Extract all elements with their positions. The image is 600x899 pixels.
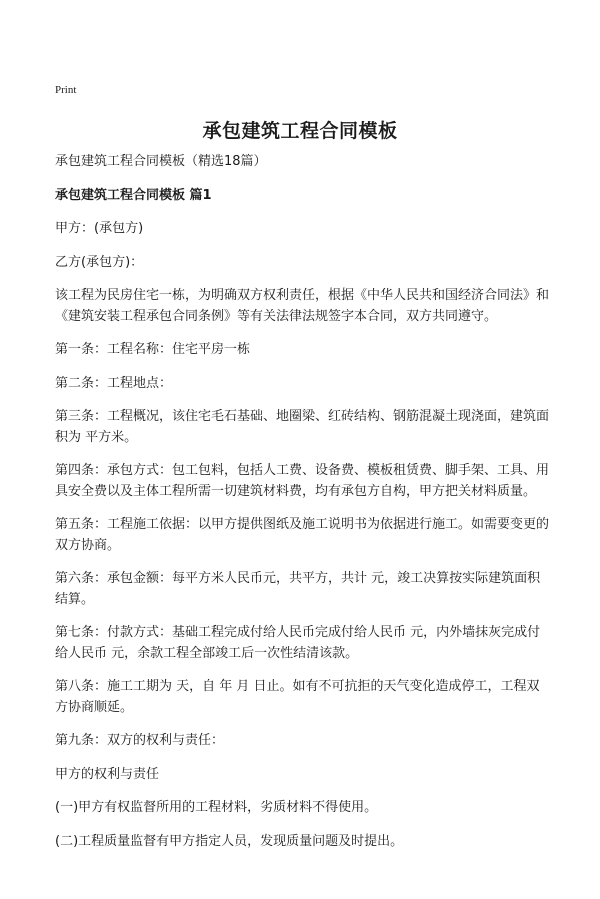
- document-body: [55, 152, 552, 865]
- party-b-line: 乙方(承包方)：: [55, 254, 144, 270]
- article-6: 第六条：承包金额：每平方米人民币元，共平方，共计 元，竣工决算按实际建筑面积结算。: [55, 571, 541, 607]
- intro-paragraph: 该工程为民房住宅一栋，为明确双方权利责任，根据《中华人民共和国经济合同法》和《建筑安装工程承包合同条例》等有关法律法规签字本合同，双方共同遵守。: [55, 288, 550, 324]
- party-a-right-1: (一)甲方有权监督所用的工程材料，劣质材料不得使用。: [55, 800, 378, 815]
- party-a-line: 甲方：(承包方): [55, 221, 144, 236]
- article-5: 第五条：工程施工依据：以甲方提供图纸及施工说明书为依据进行施工。如需要变更的双方协商。: [55, 517, 550, 553]
- article-2: 第二条：工程地点：: [55, 375, 173, 391]
- document-title: 承包建筑工程合同模板: [202, 120, 398, 142]
- article-1: 第一条：工程名称：住宅平房一栋: [55, 342, 251, 357]
- article-8: 第八条：施工工期为 天，自 年 月 日止。如有不可抗拒的天气变化造成停工，工程双方协商顺延。: [55, 679, 540, 715]
- article-7: 第七条：付款方式：基础工程完成付给人民币完成付给人民币 元，内外墙抹灰完成付给人民币 元，余款工程全部竣工后一次性结清该款。: [55, 625, 541, 661]
- article-3: 第三条：工程概况，该住宅毛石基础、地圈梁、红砖结构、钢筋混凝土现浇面，建筑面积为 平方米。: [55, 409, 550, 445]
- article-4: 第四条：承包方式：包工包料，包括人工费、设备费、模板租赁费、脚手架、工具、用具安全费以及主体工程所需一切建筑材料费，均有承包方自构，甲方把关材料质量。: [55, 463, 550, 499]
- section-heading: 承包建筑工程合同模板 篇1: [55, 187, 212, 203]
- print-link[interactable]: Print: [55, 84, 77, 96]
- party-a-rights-heading: 甲方的权利与责任: [55, 766, 160, 782]
- article-9: 第九条：双方的权利与责任：: [55, 733, 225, 748]
- party-a-right-2: (二)工程质量监督有甲方指定人员，发现质量问题及时提出。: [55, 833, 404, 849]
- document-subtitle: 承包建筑工程合同模板（精选18篇）: [55, 154, 267, 169]
